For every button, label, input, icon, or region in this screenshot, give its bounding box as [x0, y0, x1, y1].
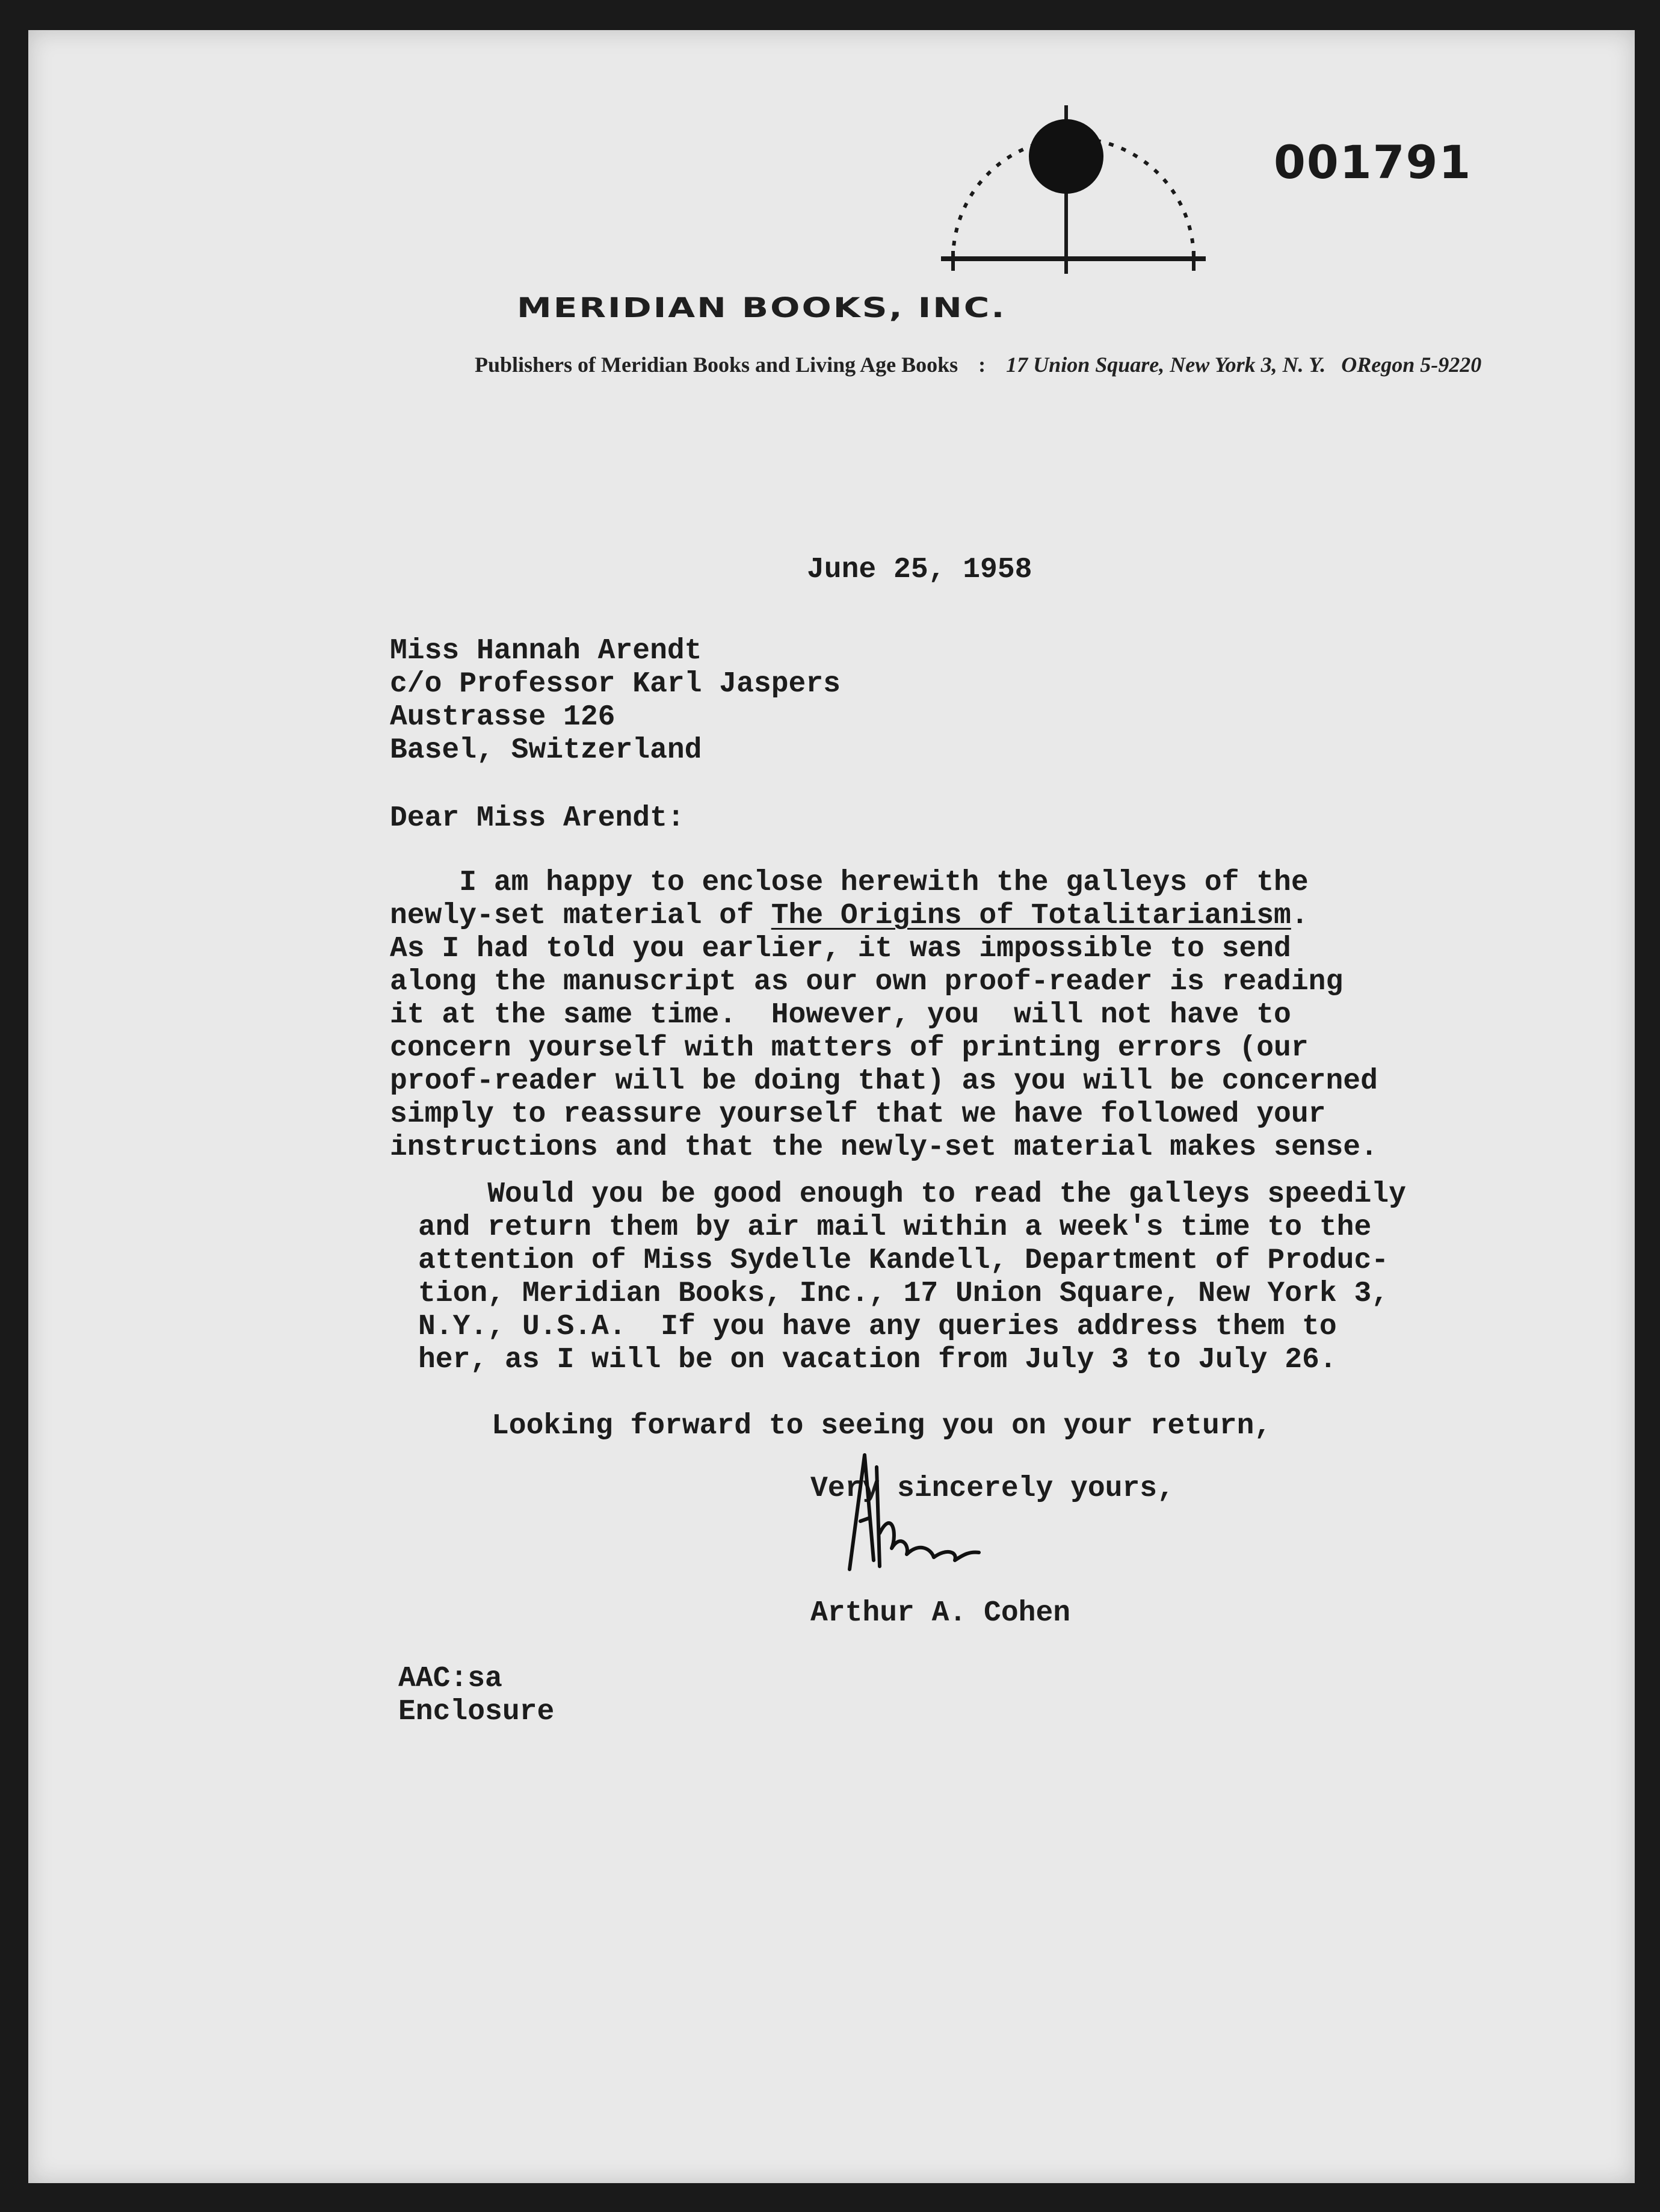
body-paragraph-2 [418, 1178, 1406, 1377]
company-address: 17 Union Square, New York 3, N. Y. [1006, 353, 1326, 377]
publishers-line: Publishers of Meridian Books and Living Age Books [475, 353, 958, 377]
paragraph-text: newly-set material of [390, 900, 771, 932]
recipient-line: c/o Professor Karl Jaspers [390, 668, 841, 700]
letter-date: June 25, 1958 [807, 554, 1032, 586]
paragraph-line: along the manuscript as our own proof-reader is reading [390, 966, 1344, 998]
letter-page [28, 30, 1635, 2183]
handwritten-signature-icon [832, 1443, 1024, 1575]
reference-initials: AAC:sa [398, 1663, 502, 1695]
company-name: MERIDIAN BOOKS, INC. [517, 292, 1007, 324]
paragraph-line: As I had told you earlier, it was impossible to send [390, 933, 1291, 965]
tagline-separator: : [978, 353, 986, 377]
paragraph-line: proof-reader will be doing that) as you will be concerned [390, 1065, 1378, 1098]
recipient-line: Miss Hannah Arendt [390, 635, 702, 667]
meridian-logo-icon [929, 87, 1218, 289]
salutation: Dear Miss Arendt: [390, 802, 685, 835]
paragraph-line: Would you be good enough to read the galleys speedily [418, 1178, 1406, 1211]
recipient-line: Austrasse 126 [390, 701, 616, 734]
paragraph-line: simply to reassure yourself that we have followed your [390, 1098, 1326, 1131]
book-title: The Origins of Totalitarianism [771, 900, 1291, 932]
paragraph-line: tion, Meridian Books, Inc., 17 Union Square, New York 3, [418, 1277, 1389, 1310]
paragraph-line: N.Y., U.S.A. If you have any queries address them to [418, 1311, 1337, 1343]
body-paragraph-1 [390, 867, 1378, 1164]
letterhead-tagline [475, 352, 1618, 377]
paragraph-text: . [1291, 900, 1309, 932]
paragraph-line [390, 900, 1378, 933]
paragraph-line: it at the same time. However, you will not have to [390, 999, 1291, 1031]
paragraph-line: I am happy to enclose herewith the galleys of the [390, 867, 1309, 899]
document-number: 001791 [1274, 135, 1472, 189]
enclosure-note: Enclosure [398, 1696, 555, 1728]
signer-name: Arthur A. Cohen [810, 1597, 1071, 1630]
company-phone: ORegon 5-9220 [1341, 353, 1482, 377]
paragraph-line: attention of Miss Sydelle Kandell, Department of Produc- [418, 1244, 1389, 1277]
recipient-line: Basel, Switzerland [390, 734, 702, 767]
complimentary-close: Very sincerely yours, [810, 1472, 1174, 1505]
recipient-address [390, 635, 841, 767]
paragraph-line: instructions and that the newly-set material makes sense. [390, 1131, 1378, 1164]
reference-block [398, 1663, 554, 1729]
paragraph-line: her, as I will be on vacation from July 3 to July 26. [418, 1344, 1337, 1376]
paragraph-line: concern yourself with matters of printing errors (our [390, 1032, 1309, 1064]
closing-line: Looking forward to seeing you on your return, [492, 1410, 1272, 1442]
paragraph-line: and return them by air mail within a week's time to the [418, 1211, 1372, 1244]
